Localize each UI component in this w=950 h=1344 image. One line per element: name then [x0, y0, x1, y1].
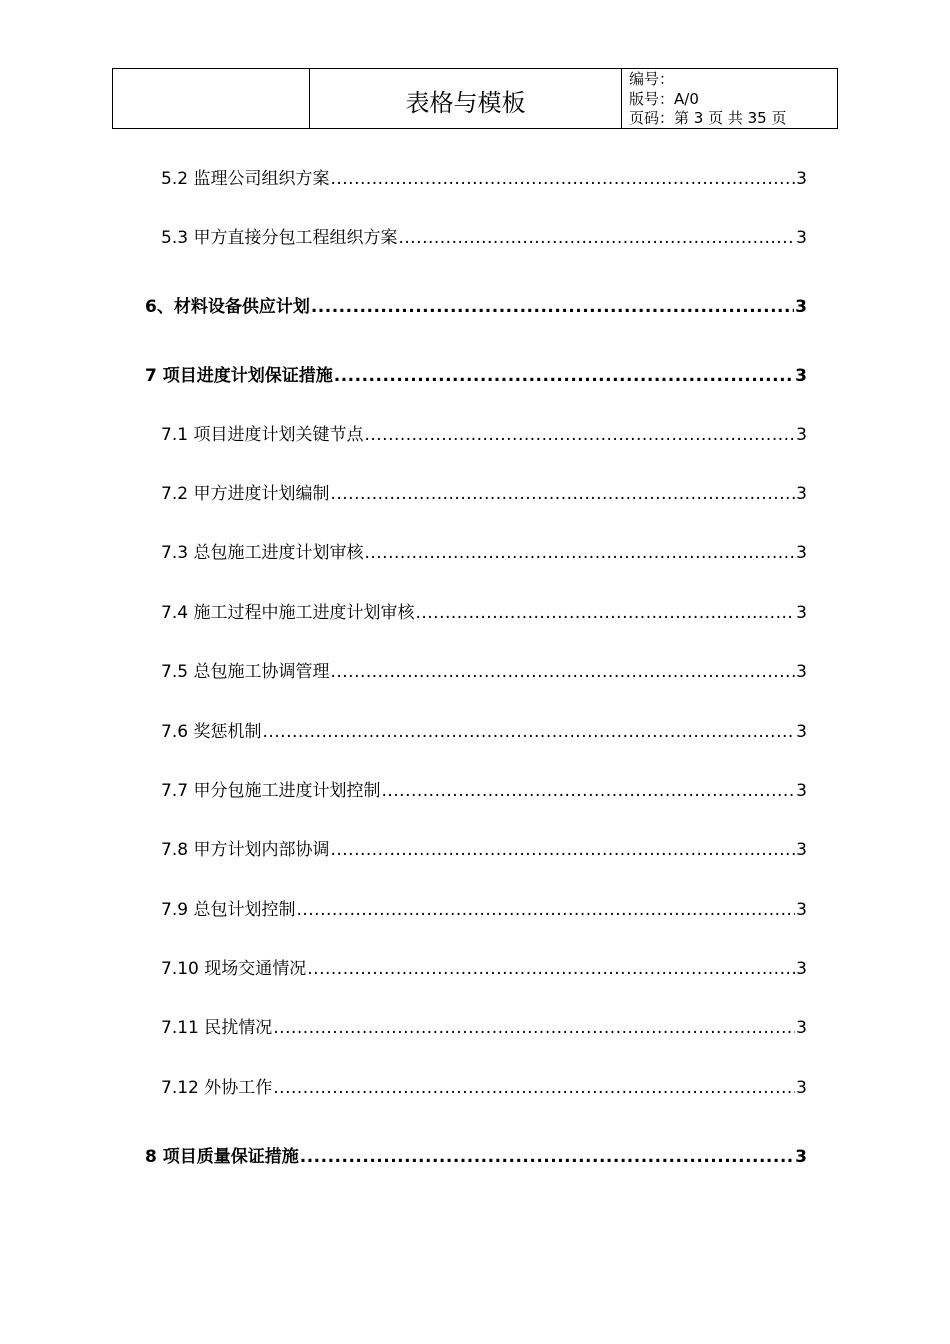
document-code: 编号： — [629, 70, 675, 88]
toc-entry-label: 7.10 现场交通情况 — [161, 959, 307, 979]
toc-leader-dots — [364, 540, 795, 566]
document-version: 版号：A/0 — [629, 89, 699, 108]
toc-entry[interactable] — [161, 778, 807, 804]
toc-entry[interactable] — [161, 600, 807, 626]
toc-entry-page: 3 — [795, 1147, 807, 1167]
toc-entry-page: 3 — [796, 662, 807, 682]
toc-leader-dots — [330, 481, 795, 507]
toc-leader-dots — [330, 837, 795, 863]
toc-entry-page: 3 — [796, 959, 807, 979]
toc-leader-dots — [311, 294, 794, 320]
toc-entry-page: 3 — [796, 840, 807, 860]
toc-entry-page: 3 — [796, 228, 807, 248]
toc-entry-page: 3 — [796, 543, 807, 563]
toc-entry[interactable] — [161, 225, 807, 251]
toc-leader-dots — [296, 897, 795, 923]
toc-entry-label: 7 项目进度计划保证措施 — [145, 366, 333, 386]
toc-leader-dots — [398, 225, 795, 251]
toc-leader-dots — [273, 1015, 795, 1041]
toc-entry-label: 7.12 外协工作 — [161, 1078, 273, 1098]
toc-leader-dots — [330, 659, 795, 685]
toc-entry[interactable] — [161, 897, 807, 923]
document-title: 表格与模板 — [310, 69, 622, 128]
toc-entry-page: 3 — [796, 722, 807, 742]
toc-entry-page: 3 — [796, 1078, 807, 1098]
toc-entry-label: 7.7 甲分包施工进度计划控制 — [161, 781, 381, 801]
toc-entry-label: 7.8 甲方计划内部协调 — [161, 840, 330, 860]
toc-entry-page: 3 — [795, 297, 807, 317]
toc-entry-page: 3 — [795, 366, 807, 386]
toc-entry[interactable] — [161, 837, 807, 863]
toc-entry-label: 7.9 总包计划控制 — [161, 900, 296, 920]
toc-leader-dots — [330, 166, 795, 192]
toc-entry-label: 7.3 总包施工进度计划审核 — [161, 543, 364, 563]
toc-entry[interactable] — [161, 956, 807, 982]
toc-entry-label: 5.2 监理公司组织方案 — [161, 169, 330, 189]
toc-entry[interactable] — [145, 1144, 807, 1170]
toc-leader-dots — [273, 1075, 795, 1101]
toc-entry-label: 7.2 甲方进度计划编制 — [161, 484, 330, 504]
toc-entry-label: 7.6 奖惩机制 — [161, 722, 262, 742]
toc-entry[interactable] — [145, 294, 807, 320]
toc-entry-label: 7.5 总包施工协调管理 — [161, 662, 330, 682]
toc-entry[interactable] — [161, 659, 807, 685]
toc-leader-dots — [307, 956, 795, 982]
toc-leader-dots — [381, 778, 795, 804]
toc-entry[interactable] — [161, 540, 807, 566]
toc-entry[interactable] — [161, 166, 807, 192]
toc-entry[interactable] — [145, 363, 807, 389]
toc-entry-page: 3 — [796, 484, 807, 504]
toc-entry-page: 3 — [796, 603, 807, 623]
toc-entry[interactable] — [161, 481, 807, 507]
document-page-number: 页码：第 3 页 共 35 页 — [629, 109, 787, 127]
toc-leader-dots — [334, 363, 794, 389]
toc-entry-label: 7.11 民扰情况 — [161, 1018, 273, 1038]
toc-entry-label: 6、材料设备供应计划 — [145, 297, 310, 317]
toc-entry-page: 3 — [796, 900, 807, 920]
toc-leader-dots — [364, 422, 795, 448]
toc-entry[interactable] — [161, 719, 807, 745]
toc-leader-dots — [415, 600, 795, 626]
toc-entry-page: 3 — [796, 781, 807, 801]
toc-entry-page: 3 — [796, 425, 807, 445]
toc-entry[interactable] — [161, 1075, 807, 1101]
toc-leader-dots — [262, 719, 795, 745]
toc-entry-page: 3 — [796, 169, 807, 189]
toc-entry-label: 7.4 施工过程中施工进度计划审核 — [161, 603, 415, 623]
toc-entry-label: 5.3 甲方直接分包工程组织方案 — [161, 228, 398, 248]
toc-entry-label: 8 项目质量保证措施 — [145, 1147, 299, 1167]
toc-entry-label: 7.1 项目进度计划关键节点 — [161, 425, 364, 445]
toc-entry[interactable] — [161, 1015, 807, 1041]
toc-leader-dots — [300, 1144, 794, 1170]
toc-entry[interactable] — [161, 422, 807, 448]
toc-entry-page: 3 — [796, 1018, 807, 1038]
